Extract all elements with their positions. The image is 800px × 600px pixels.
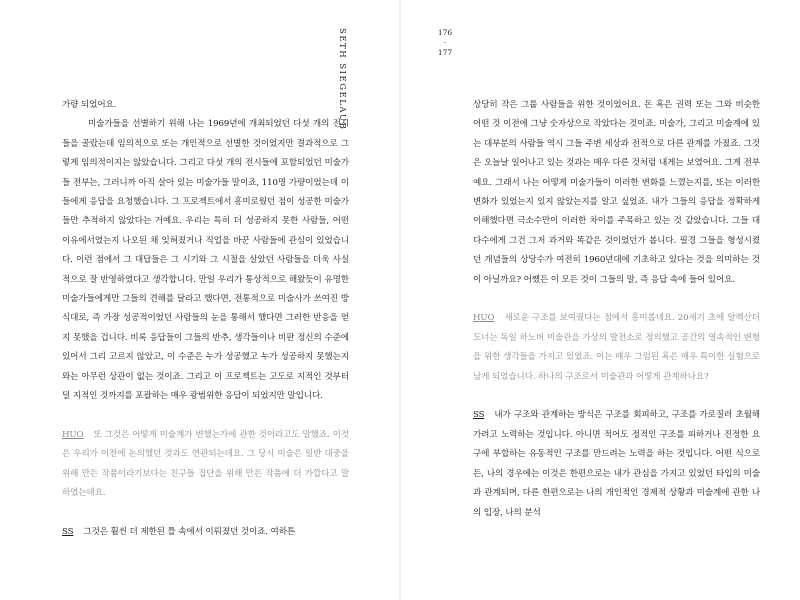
- page-numbers: [430, 28, 460, 58]
- speaker-label: HUO: [473, 313, 495, 324]
- paragraph-gap: [473, 387, 760, 406]
- paragraph: 상당히 작은 그룹 사람들을 위한 것이었어요. 돈 혹은 권력 또는 그와 비슷한 어떤 것 이전에 그냥 숫자상으로 작았다는 것이죠. 미술가, 그리고 미술계에 있는 대부분의 사람들 역시 그들 주변 세상과 전적으로 다른 관계를 가졌죠. 그것은 오늘날 일어나고 있는 것과는 매우 다른 것처럼 내게는 보였어요. 그게 전부예요. 그래서 나는 어떻게 미술가들이 이러한 변화를 느꼈는지를, 또는 이러한 변화가 있었는지 있지 않았는지를 알고 싶었죠. 내가 그들의 응답을 정확하게 이해했다면 극소수만이 이러한 차이를 주목하고 있는 것 같았습니다. 그들 대다수에게 그건 그저 과거와 똑같은 것이었던가 봅니다. 필경 그들을 형성시켰던 개념들의 상당수가 여전히 1960년대에 기초하고 있다는 것을 의미하는 것이 아닐까요? 어쨌든 이 모든 것이 그들의 말, 즉 응답 속에 들어 있어요.: [473, 100, 760, 285]
- interview-answer: [62, 523, 349, 542]
- right-page: [473, 96, 760, 523]
- paragraph-gap: [62, 407, 349, 426]
- page-number-separator: ·: [443, 38, 447, 47]
- interview-answer: [473, 406, 760, 522]
- left-page: [62, 96, 349, 542]
- page-number-right: 177: [437, 48, 453, 57]
- answer-text: 그것은 훨씬 더 제한된 틀 속에서 이뤄졌던 것이죠. 여하튼: [83, 526, 296, 537]
- running-header: SETH SIEGELAUB: [337, 28, 347, 131]
- book-gutter: [399, 0, 401, 600]
- interview-question: [62, 426, 349, 504]
- speaker-label: SS: [62, 526, 74, 537]
- page-number-left: 176: [437, 28, 453, 37]
- interview-question: [473, 309, 760, 387]
- question-text: 새로운 구조를 보여줬다는 점에서 흥미롭네요. 20세기 초에 알렉산더 도너는 독일 하노버 미술관을 가상의 발전소로 정의했고 공간의 영속적인 변형을 위한 생각들을 가지고 있었죠. 이는 매우 그럼된 혹은 매우 특이한 실험으로 남게 되었습니다. 하나의 구조로서 미술관과 어떻게 관계하나요?: [473, 313, 760, 382]
- answer-text: 내가 구조와 관계하는 방식은 구조를 회피하고, 구조를 가로질러 초월해 가려고 노력하는 것입니다. 아니면 적어도 정적인 구조를 피하거나 진정한 요구에 부합하는 유동적인 구조를 만드려는 노력을 하는 것입니다. 어떤 식으로든, 나의 경우에는 이것은 한편으로는 내가 관심을 가지고 있었던 타입의 미술과 관계되며, 다른 한편으로는 나의 개인적인 경제적 상황과 미술계에 관한 나의 입장, 나의 분석: [473, 410, 760, 518]
- question-text: 또 그것은 어떻게 미술계가 변했는가에 관한 것이라고도 말했죠. 이것은 우리가 이전에 논의했던 것과도 연관되는데요. 그 당시 미술은 일반 대중을 위해 만든 작품이라기보다는 친구들 집단을 위해 만든 작품에 더 가깝다고 말하였는데요.: [62, 429, 349, 499]
- paragraph-gap: [62, 504, 349, 523]
- paragraph-gap: [473, 290, 760, 309]
- speaker-label: SS: [473, 410, 485, 421]
- paragraph: 가량 되었어요.: [62, 100, 117, 110]
- speaker-label: HUO: [62, 429, 84, 440]
- paragraph: 미술가들을 선별하기 위해 나는 1969년에 개최되었던 다섯 개의 전시들을 골랐는데 임의적으로 또는 개인적으로 선별한 것이었지만 결과적으로 그렇게 임의적이지는 않았습니다. 그리고 다섯 개의 전시들에 포함되었던 미술가들 전부는, 그러니까 아직 살아 있는 미술가들 말이죠, 110명 가량이었는데 이들에게 응답을 요청했습니다. 그 프로젝트에서 흥미로웠던 점이 성공한 미술가들만 추적하지 않았다는 거예요. 우리는 특히 더 성공하지 못한 사람들, 어떤 이유에서였는지 나오된 채 잊혀졌거나 직업을 바꾼 사람들에 관심이 있었습니다. 이런 점에서 그 대답들은 그 시기와 그 시절을 살았던 사람들을 더욱 사실적으로 잘 반영하였다고 생각합니다. 만일 우리가 통상적으로 해왔듯이 유명한 미술가들에게만 그들의 견해를 달라고 했다면, 전통적으로 미술사가 쓰여진 방식대로, 즉 가장 성공적이었던 사람들의 눈을 통해서 했다면 그러한 반응을 얻지 못했을 겁니다. 비록 응답들이 그들의 반추, 생각들이나 비판 정신의 수준에 있어서 그리 고르지 않았고, 이 수준은 누가 성공했고 누가 성공하지 못했는지와는 아무런 상관이 없는 것이죠. 그리고 이 프로젝트는 고도로 지적인 것부터 덜 지적인 것까지를 포괄하는 매우 광범위한 응답이 되었지만 말입니다.: [62, 119, 349, 402]
